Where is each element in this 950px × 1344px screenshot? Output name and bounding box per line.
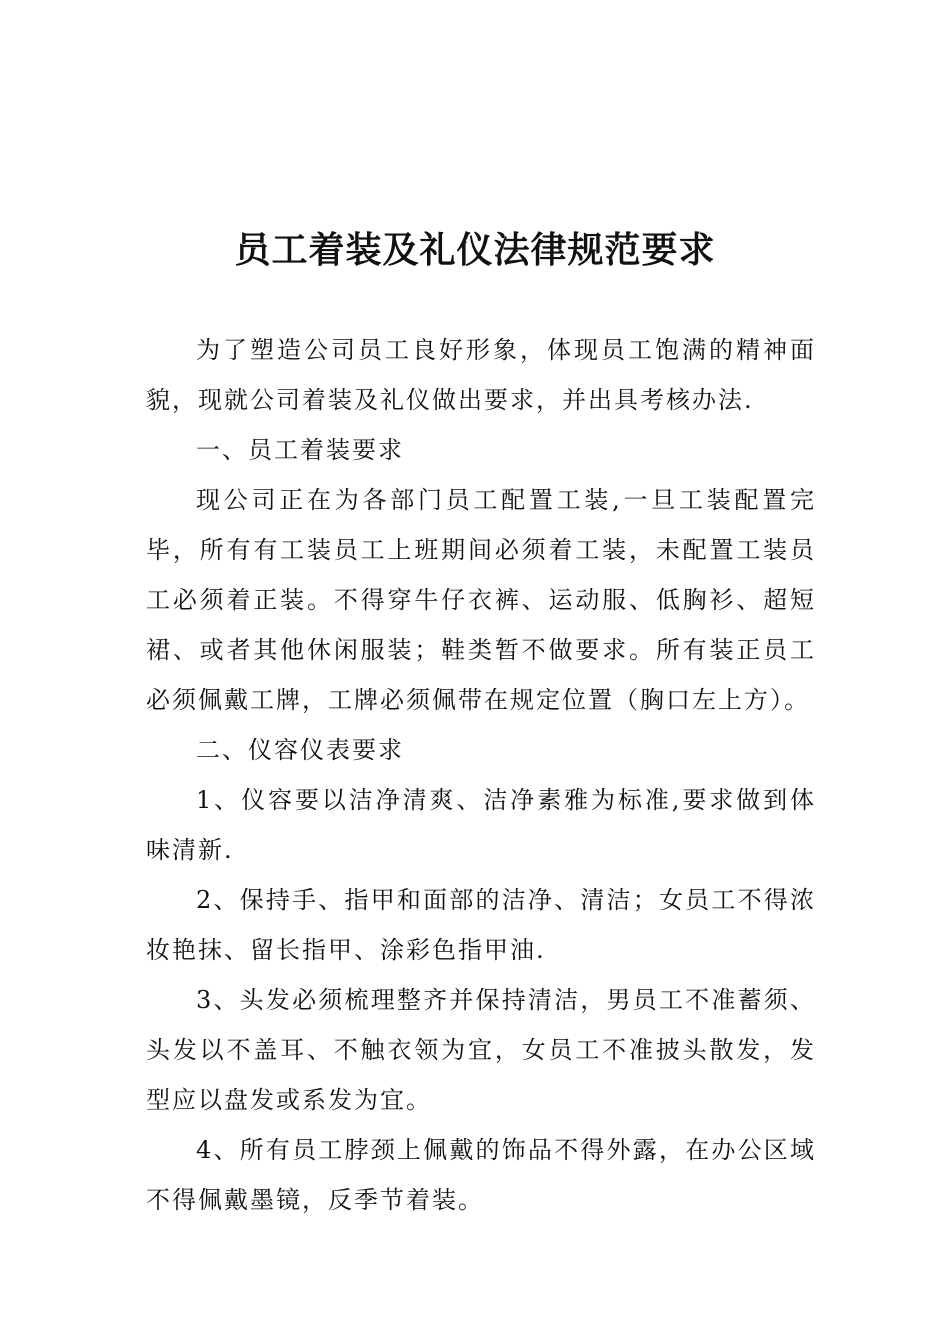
- document-title: 员工着装及礼仪法律规范要求: [234, 230, 716, 271]
- appearance-item-4: 4、所有员工脖颈上佩戴的饰品不得外露，在办公区域不得佩戴墨镜，反季节着装。: [146, 1136, 816, 1214]
- appearance-item-2: 2、保持手、指甲和面部的洁净、清洁；女员工不得浓妆艳抹、留长指甲、涂彩色指甲油.: [146, 886, 816, 964]
- document-body: [146, 325, 816, 1225]
- appearance-item-1: 1、仪容要以洁净清爽、洁净素雅为标准,要求做到体味清新.: [146, 786, 816, 864]
- dress-paragraph: 现公司正在为各部门员工配置工装,一旦工装配置完毕，所有有工装员工上班期间必须着工装，未配置工装员工必须着正装。不得穿牛仔衣裤、运动服、低胸衫、超短裙、或者其他休闲服装；鞋类暂不做要求。所有装正员工必须佩戴工牌，工牌必须佩带在规定位置（胸口左上方）。: [146, 486, 816, 714]
- appearance-item-3: 3、头发必须梳理整齐并保持清洁，男员工不准蓄须、头发以不盖耳、不触衣领为宜，女员工不准披头散发，发型应以盘发或系发为宜。: [146, 986, 816, 1114]
- intro-paragraph: 为了塑造公司员工良好形象，体现员工饱满的精神面貌，现就公司着装及礼仪做出要求，并出具考核办法.: [146, 336, 816, 414]
- section-heading-appearance: 二、仪容仪表要求: [196, 736, 404, 764]
- section-heading-dress: 一、员工着装要求: [196, 436, 404, 464]
